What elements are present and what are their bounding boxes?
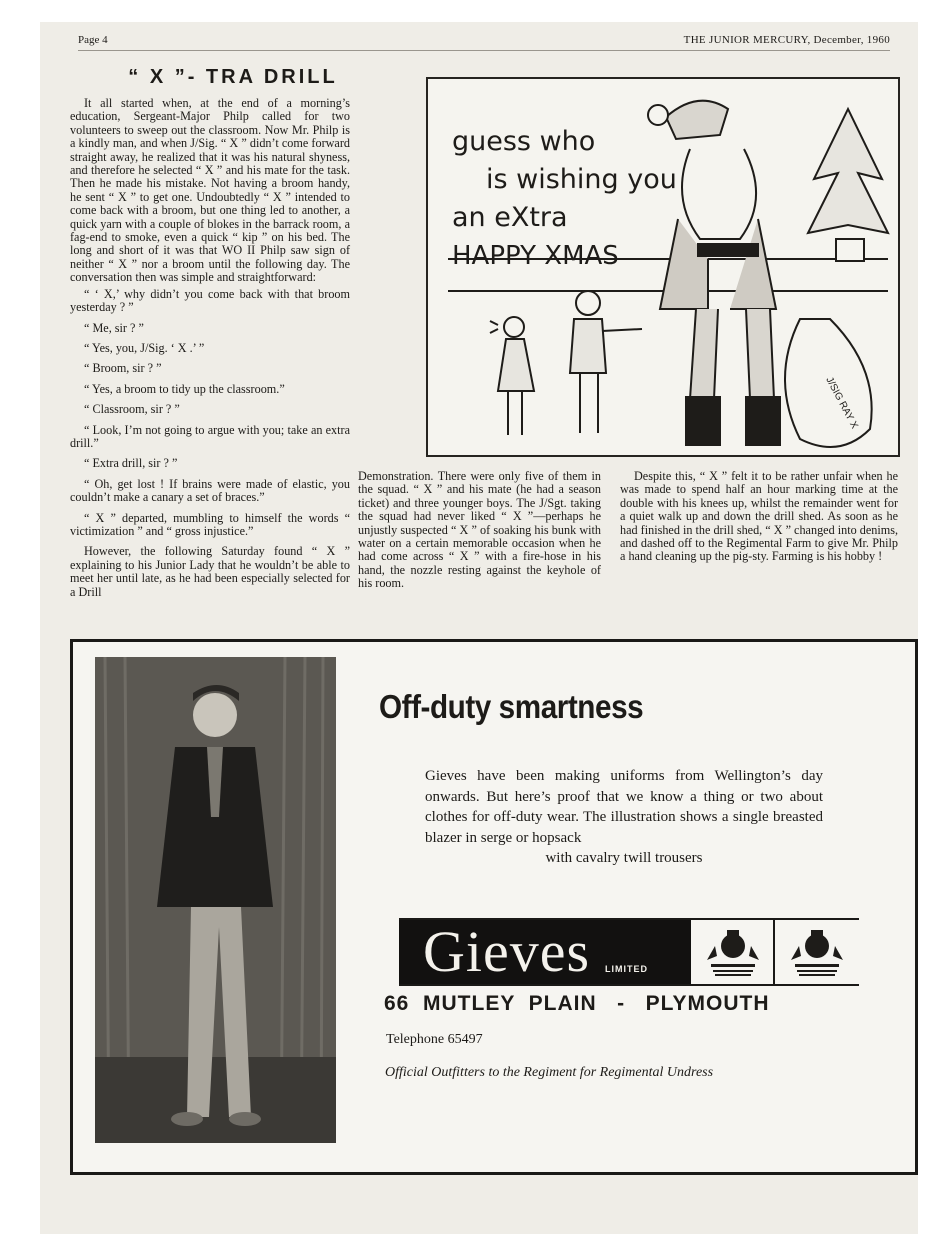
gieves-logo: Gieves <box>423 919 591 984</box>
gieves-advert <box>70 639 918 1175</box>
royal-warrant-crest-icon <box>697 924 769 980</box>
santa-illustration <box>428 79 898 455</box>
xmas-line-3: an eXtra <box>452 202 568 233</box>
article-paragraph: “ Extra drill, sir ? ” <box>84 456 178 471</box>
article-paragraph: Demonstration. There were only five of them in the squad. “ X ” and his mate (he had a season ticket) and three younger boys. The J/Sgt. taking the squad had never liked “ X ”—perhaps he unjustly suspected “ X ” of soaking his bunk with water on a certain memorable occasion when he had come across “ X ” with a fire-hose in his hand, the nozzle resting against the keyhole of his room. <box>358 469 601 591</box>
advert-official-outfitters: Official Outfitters to the Regiment for Regimental Undress <box>385 1065 714 1080</box>
article-column-1 <box>70 97 350 602</box>
article-paragraph: Despite this, “ X ” felt it to be rather unfair when he was made to spend half an hour marking time at the double with his knees up, whilst the remainder went for a quiet walk up and down the drill shed. As soon as he had finished in the drill shed, “ X ” changed into denims, and dashed off to the Regimental Farm to give Mr. Philp a hand cleaning up the pig-sty. Farming is his hobby ! <box>620 469 898 564</box>
gieves-logo-bar <box>399 918 859 986</box>
page-header <box>78 32 890 51</box>
royal-warrant-crest-icon <box>781 924 853 980</box>
advert-address: 66 MUTLEY PLAIN - PLYMOUTH <box>384 992 770 1015</box>
gieves-logo-limited: LIMITED <box>605 964 648 974</box>
sack-label: J/SIG RAY X <box>823 375 860 431</box>
article-paragraph: “ Classroom, sir ? ” <box>84 402 180 417</box>
xmas-line-1: guess who <box>452 126 596 157</box>
article-column-3 <box>620 470 898 567</box>
model-photo-illustration <box>95 657 336 1143</box>
article-paragraph: “ Broom, sir ? ” <box>84 361 162 376</box>
advert-copy-body: Gieves have been making uniforms from Wellington’s day onwards. But here’s proof that we know a thing or two about clothes for off-duty wear. The illustration shows a single breasted blazer in serge or hopsack <box>425 768 823 846</box>
blazer-model-photo <box>95 657 336 1143</box>
advert-copy <box>425 766 823 869</box>
article-paragraph: “ X ” departed, mumbling to himself the words “ victimization ” and “ gross injustice.” <box>70 510 350 538</box>
page <box>40 22 918 1234</box>
article-paragraph: “ Look, I’m not going to argue with you; take an extra drill.” <box>70 422 350 450</box>
logo-divider <box>773 920 775 984</box>
masthead: THE JUNIOR MERCURY, December, 1960 <box>683 34 890 46</box>
article-paragraph: It all started when, at the end of a morning’s education, Sergeant-Major Philp called for two volunteers to sweep out the classroom. Now Mr. Philp is a kindly man, and when J/Sig. “ X ” didn’t come forward straight away, he realized that it was his natural shyness, and therefore he selected “ X ” and his mate for the task. Then he made his mistake. Not having a broom handy, he sent “ X ” to get one. Undoubtedly “ X ” intended to come back with a broom, but one thing led to another, a quick yarn with a couple of blokes in the barrack room, a fag-end to smoke, even a quick “ kip ” on his bed. The long and short of it was that WO II Philp saw sign of neither “ X ” nor a broom until the following day. The conversation then was simple and straightforward: <box>70 96 350 285</box>
page-number: Page 4 <box>78 34 108 46</box>
article-column-2 <box>358 470 601 594</box>
xmas-line-4: HAPPY XMAS <box>452 241 619 271</box>
article-paragraph: “ Yes, you, J/Sig. ‘ X .’ ” <box>84 340 205 355</box>
article-paragraph: “ Me, sir ? ” <box>84 320 144 335</box>
advert-headline: Off-duty smartness <box>379 688 644 725</box>
xmas-line-2: is wishing you <box>486 164 677 195</box>
article-paragraph: “ Yes, a broom to tidy up the classroom.” <box>84 381 285 396</box>
article-title: “ X ”- TRA DRILL <box>128 66 338 88</box>
xmas-card <box>426 77 900 457</box>
advert-copy-last-line: with cavalry twill trousers <box>545 850 703 866</box>
gieves-logo-panel <box>399 920 691 984</box>
article-paragraph: However, the following Saturday found “ X ” explaining to his Junior Lady that he wouldn’t be able to meet her until late, as he had been especially selected for a Drill <box>70 544 350 599</box>
article-paragraph: “ Oh, get lost ! If brains were made of elastic, you couldn’t make a canary a set of braces.” <box>70 476 350 505</box>
advert-telephone: Telephone 65497 <box>386 1032 483 1047</box>
article-paragraph: “ ‘ X,’ why didn’t you come back with that broom yesterday ? ” <box>70 286 350 315</box>
